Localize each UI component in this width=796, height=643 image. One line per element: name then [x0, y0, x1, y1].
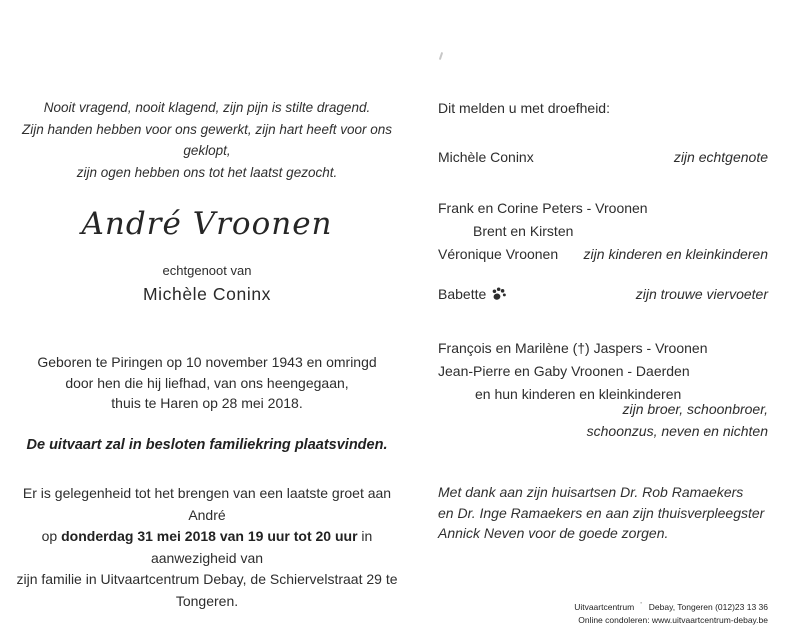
mourner-name: François en Marilène (†) Jaspers - Vroonen	[438, 340, 708, 356]
poem-line: Zijn handen hebben voor ons gewerkt, zijn hart heeft voor ons geklopt,	[22, 121, 392, 158]
thanks-line: Met dank aan zijn huisartsen Dr. Rob Ramaekers	[438, 484, 744, 500]
poem-line: zijn ogen hebben ons tot het laatst gezocht.	[76, 164, 338, 180]
spouse-name: Michèle Coninx	[142, 284, 272, 304]
thanks-line: Annick Neven voor de goede zorgen.	[438, 525, 669, 541]
birth-line: Geboren te Piringen op 10 november 1943 en omringd	[37, 354, 377, 370]
relation-label: echtgenoot van	[162, 263, 252, 278]
visitation-text: op	[41, 528, 62, 544]
private-funeral-note: De uitvaart zal in besloten familiekring plaatsvinden.	[26, 437, 388, 453]
visitation-line	[14, 526, 400, 569]
paw-print-icon	[492, 287, 507, 301]
mourner-group-family	[438, 337, 768, 406]
mourner-row-pet	[438, 286, 768, 302]
mourner-name: Jean-Pierre en Gaby Vroonen - Daerden	[438, 363, 690, 379]
funeral-home-footer	[574, 602, 768, 626]
scan-speck-artifact	[439, 52, 443, 60]
mourner-relation: schoonzus, neven en nichten	[586, 422, 768, 439]
visitation-text: in aanwezigheid van	[150, 528, 373, 566]
mourner-relation: zijn trouwe viervoeter	[635, 286, 768, 302]
condolence-url: Online condoleren: www.uitvaartcentrum-debay.be	[578, 614, 768, 625]
mourner-name: Brent en Kirsten	[473, 223, 574, 239]
visitation-datetime: donderdag 31 mei 2018 van 19 uur tot 20 uur	[61, 528, 358, 544]
funeral-home-name: Uitvaartcentrum	[574, 602, 635, 612]
funeral-home-contact	[574, 602, 768, 615]
family-relation-lines	[438, 399, 768, 442]
birth-line: door hen die hij liefhad, van ons heengegaan,	[65, 374, 349, 391]
mourner-name: Véronique Vroonen	[438, 246, 559, 262]
poem-line: Nooit vragend, nooit klagend, zijn pijn is stilte dragend.	[43, 100, 371, 115]
mourner-relation: zijn echtgenote	[673, 149, 768, 165]
mourner-name: Frank en Corine Peters - Vroonen	[438, 200, 648, 216]
announcement-heading: Dit melden u met droefheid:	[438, 100, 610, 116]
visitation-line: zijn familie in Uitvaartcentrum Debay, de Schiervelstraat 29 te Tongeren.	[16, 571, 398, 609]
pet-name: Babette	[438, 286, 487, 302]
thanks-paragraph	[438, 482, 768, 544]
mourner-relation: zijn kinderen en kleinkinderen	[583, 246, 768, 262]
deceased-name: André Vroonen	[81, 206, 333, 242]
birth-line: thuis te Haren op 28 mei 2018.	[111, 395, 303, 411]
mourner-name: Michèle Coninx	[438, 149, 534, 165]
funeral-home-logo-mark: ’	[640, 602, 642, 609]
mourner-row-spouse	[438, 149, 768, 165]
mourner-group-children	[438, 197, 768, 266]
poem	[14, 97, 400, 183]
visitation-line: Er is gelegenheid tot het brengen van een laatste groet aan André	[22, 485, 392, 523]
thanks-line: en Dr. Inge Ramaekers en aan zijn thuisverpleegster	[438, 504, 765, 521]
birth-death-paragraph	[14, 352, 400, 414]
mourner-relation: zijn broer, schoonbroer,	[622, 401, 768, 417]
visitation-paragraph	[14, 483, 400, 612]
funeral-home-phone: Debay, Tongeren (012)23 13 36	[648, 602, 768, 612]
mourner-name: en hun kinderen en kleinkinderen	[475, 386, 682, 402]
